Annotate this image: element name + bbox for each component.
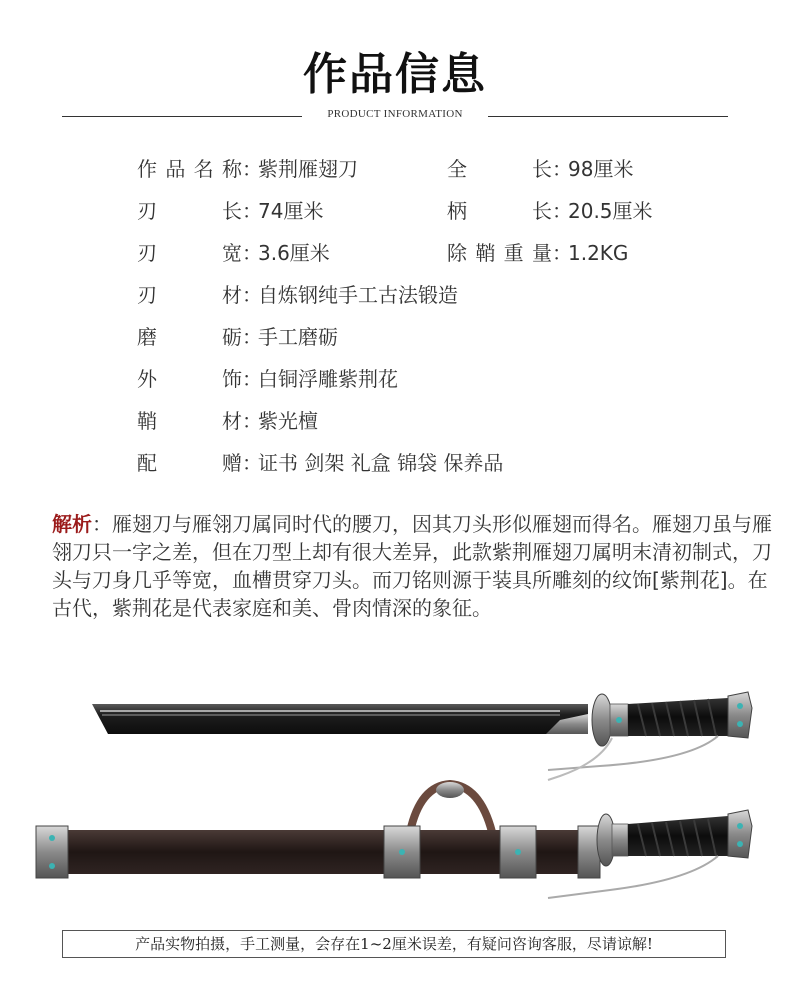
blade-shape: [92, 704, 588, 734]
turquoise-inlay: [49, 863, 55, 869]
spec-label: 磨砺: [137, 325, 242, 349]
spec-value: 白铜浮雕紫荆花: [258, 367, 398, 391]
title-divider-left: [62, 116, 302, 117]
unsheathed-sword-image: [0, 680, 790, 790]
spec-row-scabbard-material: 鞘材：紫光檀: [137, 409, 318, 433]
grip-shape: [628, 816, 728, 856]
page-subtitle: PRODUCT INFORMATION: [327, 108, 463, 120]
spec-value: 手工磨砺: [258, 325, 338, 349]
spec-label: 外饰: [137, 367, 242, 391]
spec-value: 20.5厘米: [568, 199, 653, 223]
title-divider-right: [488, 116, 728, 117]
turquoise-inlay: [737, 703, 743, 709]
pommel-shape: [728, 692, 752, 738]
spec-row-decoration: 外饰：白铜浮雕紫荆花: [137, 367, 398, 391]
spec-row-total-length: 全长：98厘米: [447, 157, 634, 181]
spec-value: 证书 剑架 礼盒 锦袋 保养品: [258, 451, 504, 475]
spec-row-handle-length: 柄长：20.5厘米: [447, 199, 653, 223]
turquoise-inlay: [515, 849, 521, 855]
sheathed-sword-image: [0, 780, 790, 910]
spec-label: 配赠: [137, 451, 242, 475]
spec-value: 紫光檀: [258, 409, 318, 433]
spec-label: 刃宽: [137, 241, 242, 265]
spec-row-sharpening: 磨砺：手工磨砺: [137, 325, 338, 349]
spec-value: 3.6厘米: [258, 241, 330, 265]
turquoise-inlay: [737, 721, 743, 727]
spec-row-blade-length: 刃长：74厘米: [137, 199, 324, 223]
spec-label: 除鞘重量: [447, 241, 552, 265]
spec-row-accessories: 配赠：证书 剑架 礼盒 锦袋 保养品: [137, 451, 504, 475]
spec-label: 鞘材: [137, 409, 242, 433]
strap-ring: [436, 782, 464, 798]
spec-label: 刃长: [137, 199, 242, 223]
spec-label: 作品名称: [137, 157, 242, 181]
ferrule-shape: [612, 824, 628, 856]
analysis-heading: 解析: [52, 512, 92, 536]
scabbard-chape: [36, 826, 68, 878]
spec-row-weight: 除鞘重量：1.2KG: [447, 241, 629, 265]
page-title: 作品信息: [303, 49, 487, 100]
tassel-cord: [548, 736, 718, 770]
spec-label: 刃材: [137, 283, 242, 307]
turquoise-inlay: [399, 849, 405, 855]
turquoise-inlay: [49, 835, 55, 841]
measurement-notice: 产品实物拍摄，手工测量，会存在1~2厘米误差，有疑问咨询客服，尽请谅解!: [62, 930, 726, 958]
turquoise-inlay: [737, 841, 743, 847]
analysis-text: ：雁翅刀与雁翎刀属同时代的腰刀，因其刀头形似雁翅而得名。雁翅刀虽与雁翎刀只一字之差，但在刀型上却有很大差异，此款紫荆雁翅刀属明末清初制式，刀头与刀身几乎等宽，血槽贯穿刀头。而刀铭则源于装具所雕刻的纹饰[紫荆花]。在古代，紫荆花是代表家庭和美、骨肉情深的象征。: [52, 512, 772, 620]
spec-label: 柄长: [447, 199, 552, 223]
spec-value: 紫荆雁翅刀: [258, 157, 358, 181]
spec-row-name: 作品名称：紫荆雁翅刀: [137, 157, 358, 181]
spec-value: 98厘米: [568, 157, 634, 181]
spec-label: 全长: [447, 157, 552, 181]
pommel-shape: [728, 810, 752, 858]
turquoise-inlay: [737, 823, 743, 829]
spec-value: 自炼钢纯手工古法锻造: [258, 283, 458, 307]
spec-value: 1.2KG: [568, 241, 629, 265]
scabbard-throat: [578, 826, 600, 878]
spec-row-blade-material: 刃材：自炼钢纯手工古法锻造: [137, 283, 458, 307]
spec-value: 74厘米: [258, 199, 324, 223]
grip-shape: [628, 698, 728, 736]
spec-row-blade-width: 刃宽：3.6厘米: [137, 241, 330, 265]
guard-shape: [592, 694, 612, 746]
analysis-paragraph: [52, 510, 772, 622]
turquoise-inlay: [616, 717, 622, 723]
